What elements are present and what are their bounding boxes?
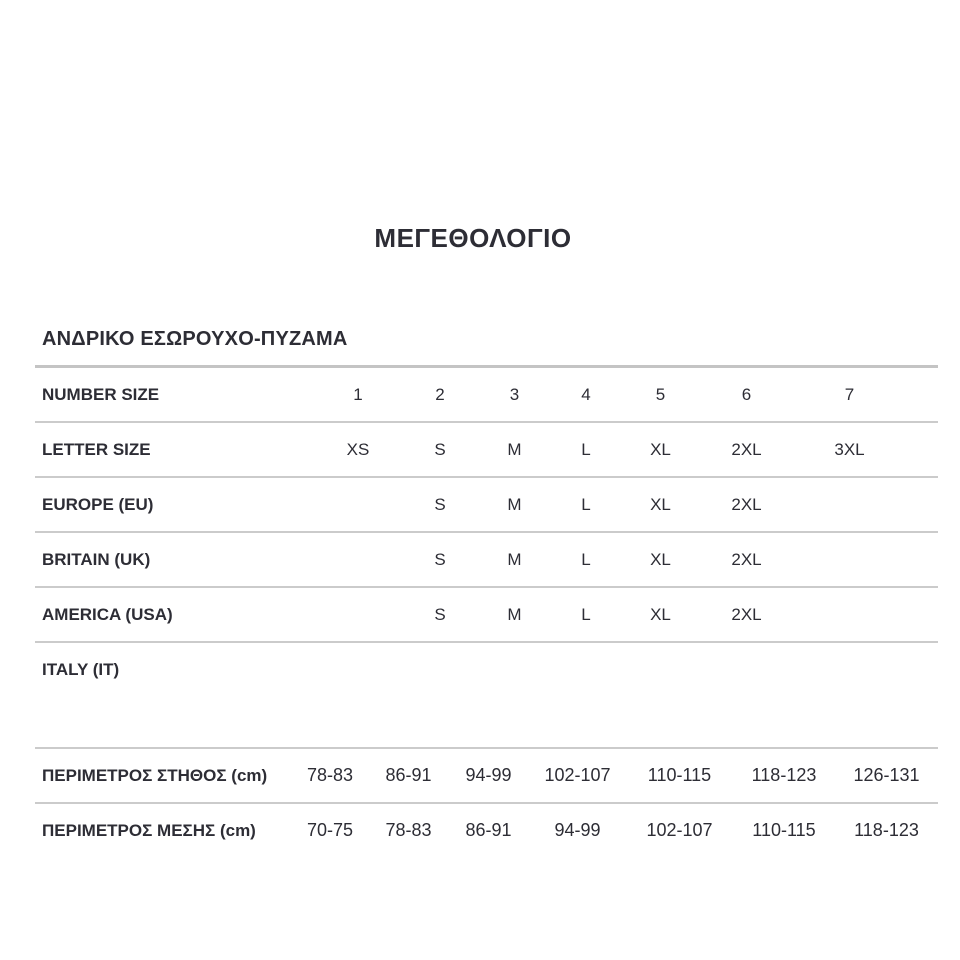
size-guide-sheet: [35, 328, 938, 857]
row-label: EUROPE (EU): [42, 494, 154, 514]
size-value-cell: XL: [650, 604, 671, 624]
size-value-cell: [315, 477, 401, 532]
size-value-cell: 110-115: [752, 820, 816, 840]
row-label: LETTER SIZE: [42, 439, 151, 459]
size-value-cell: [794, 532, 938, 587]
size-value-cell: 3: [509, 384, 520, 404]
size-value-cell: 126-131: [853, 765, 920, 785]
size-value-cell: [479, 642, 550, 696]
table-row: [35, 748, 938, 803]
size-value-cell: M: [507, 494, 522, 514]
size-value-cell: 3XL: [834, 439, 865, 459]
size-value-cell: 102-107: [646, 820, 713, 840]
size-value-cell: XS: [346, 439, 370, 459]
size-value-cell: 94-99: [554, 820, 601, 840]
size-value-cell: M: [507, 439, 522, 459]
size-value-cell: 2XL: [731, 494, 762, 514]
size-value-cell: 86-91: [385, 765, 432, 785]
size-value-cell: 2: [435, 384, 445, 404]
size-value-cell: [315, 642, 401, 696]
row-label: AMERICA (USA): [42, 604, 173, 624]
table-row: [35, 367, 938, 423]
size-value-cell: L: [581, 549, 591, 569]
size-value-cell: [794, 642, 938, 696]
size-value-cell: [315, 587, 401, 642]
size-value-cell: S: [434, 494, 446, 514]
size-value-cell: 102-107: [544, 765, 611, 785]
size-value-cell: S: [434, 604, 446, 624]
size-value-cell: 7: [844, 384, 855, 404]
size-value-cell: 70-75: [306, 820, 354, 840]
size-value-cell: 2XL: [731, 549, 762, 569]
size-value-cell: 4: [581, 384, 591, 404]
size-value-cell: 5: [655, 384, 666, 404]
size-value-cell: [622, 642, 699, 696]
size-value-cell: 78-83: [385, 820, 432, 840]
size-value-cell: 118-123: [854, 820, 919, 840]
size-value-cell: 94-99: [465, 765, 512, 785]
table-row: [35, 803, 938, 857]
size-value-cell: L: [581, 604, 591, 624]
size-value-cell: [794, 477, 938, 532]
international-size-table: [35, 365, 938, 696]
size-value-cell: S: [434, 549, 446, 569]
size-value-cell: M: [507, 604, 522, 624]
size-value-cell: 118-123: [751, 765, 817, 785]
row-label: NUMBER SIZE: [42, 384, 160, 404]
size-value-cell: [699, 642, 794, 696]
row-label: ITALY (IT): [42, 659, 120, 679]
size-value-cell: M: [507, 549, 522, 569]
size-value-cell: 1: [353, 384, 363, 404]
size-value-cell: [315, 532, 401, 587]
table-row: [35, 532, 938, 587]
body-measurements-table: [35, 747, 938, 857]
section-heading: ΑΝΔΡΙΚΟ ΕΣΩΡΟΥΧΟ-ΠΥΖΑΜΑ: [42, 328, 348, 350]
table-row: [35, 587, 938, 642]
size-value-cell: [550, 642, 622, 696]
size-value-cell: 86-91: [465, 820, 512, 840]
size-value-cell: XL: [650, 494, 671, 514]
size-value-cell: XL: [650, 439, 671, 459]
size-value-cell: [401, 642, 479, 696]
size-value-cell: XL: [650, 549, 671, 569]
page-title: ΜΕΓΕΘΟΛΟΓΙΟ: [374, 223, 572, 253]
size-value-cell: 78-83: [306, 765, 354, 785]
table-row: [35, 422, 938, 477]
size-value-cell: 2XL: [731, 604, 762, 624]
table-row: [35, 477, 938, 532]
size-value-cell: L: [581, 494, 591, 514]
table-row: [35, 642, 938, 696]
size-value-cell: 6: [741, 384, 752, 404]
row-label: BRITAIN (UK): [42, 549, 151, 569]
size-value-cell: L: [581, 439, 591, 459]
size-value-cell: S: [434, 439, 446, 459]
row-label: ΠΕΡΙΜΕΤΡΟΣ ΜΕΣΗΣ (cm): [42, 820, 256, 840]
size-value-cell: 110-115: [647, 765, 712, 785]
row-label: ΠΕΡΙΜΕΤΡΟΣ ΣΤΗΘΟΣ (cm): [42, 765, 268, 785]
size-value-cell: 2XL: [731, 439, 762, 459]
size-value-cell: [794, 587, 938, 642]
